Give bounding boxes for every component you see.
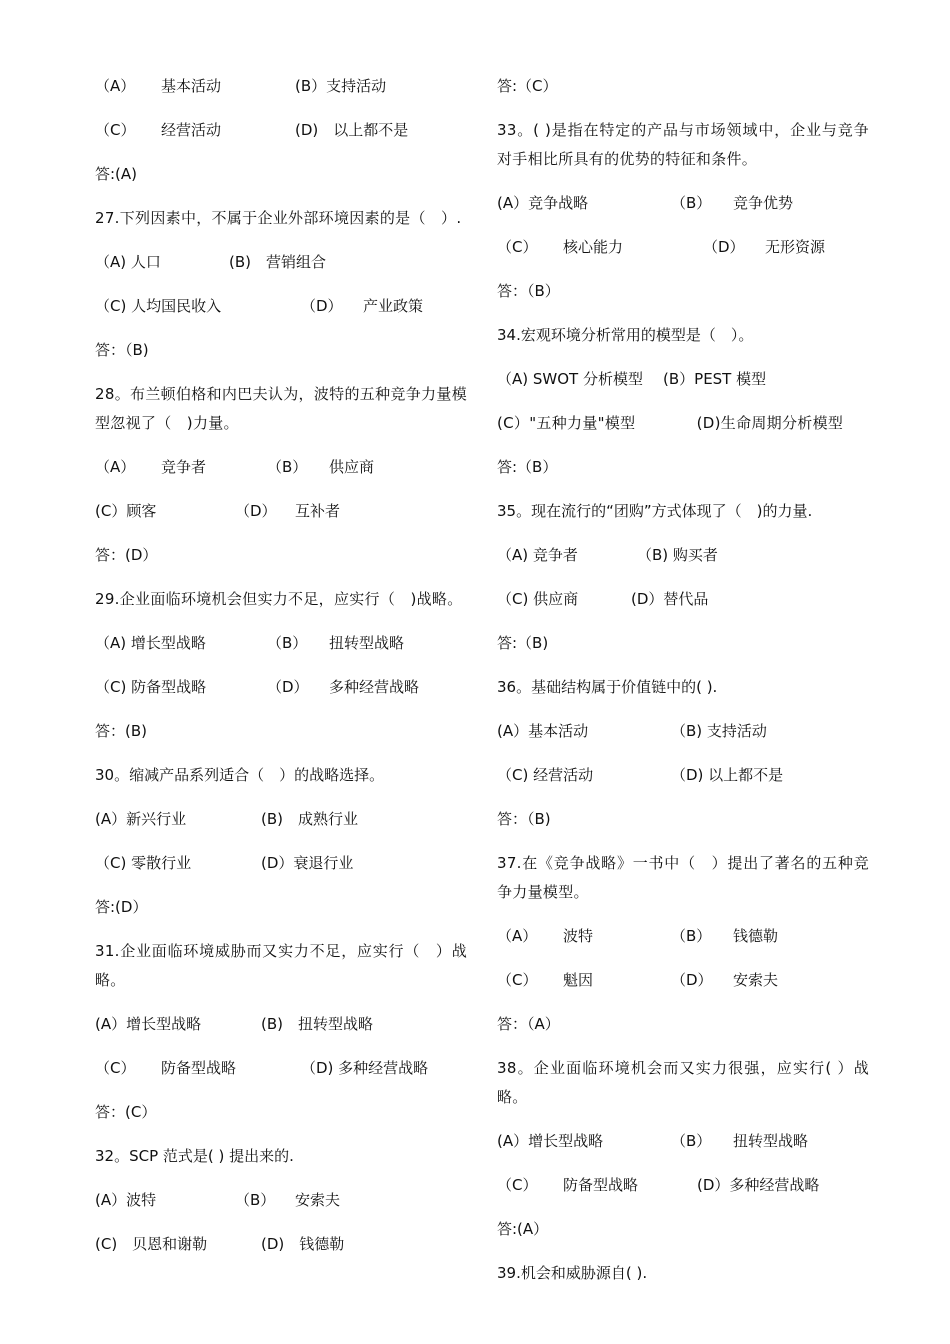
options-row (95, 1178, 467, 1222)
answer-line: 答：（A） (497, 1015, 560, 1033)
question-text: 28。布兰顿伯格和内巴夫认为，波特的五种竞争力量模型忽视了（ )力量。 (95, 385, 467, 432)
question-text: 33。( )是指在特定的产品与市场领域中，企业与竞争对手相比所具有的优势的特征和条件。 (497, 121, 869, 168)
question-text: 31.企业面临环境威胁而又实力不足，应实行（ ）战略。 (95, 942, 467, 989)
question-text: 38。企业面临环境机会而又实力很强，应实行( ）战略。 (497, 1059, 869, 1106)
question-text: 30。缩减产品系列适合（ ）的战略选择。 (95, 766, 385, 784)
option-text: 多种经营战略 (329, 678, 420, 696)
options-row (95, 665, 467, 709)
option-text: (A）基本活动 (497, 722, 589, 740)
option-text: （B） (671, 194, 712, 212)
options-row (497, 753, 869, 797)
question-text: 39.机会和威胁源自( ). (497, 1264, 648, 1282)
option-text: （B） (671, 927, 712, 945)
options-row (497, 577, 869, 621)
question-text: 29.企业面临环境机会但实力不足，应实行（ )战略。 (95, 590, 463, 608)
option-text: (A）波特 (95, 1191, 157, 1209)
option-text: （D） (671, 971, 713, 989)
answer-line: 答：（B） (497, 282, 560, 300)
question-text: 32。SCP 范式是( ) 提出来的. (95, 1147, 294, 1165)
option-text: (D) 钱德勒 (261, 1235, 345, 1253)
options-row (497, 1119, 869, 1163)
options-row (497, 958, 869, 1002)
options-row (95, 797, 467, 841)
option-text: （C) 供应商 (497, 590, 579, 608)
question-text: 34.宏观环境分析常用的模型是（ ）。 (497, 326, 754, 344)
option-text: （C） (497, 1176, 538, 1194)
option-text: 竞争者 (161, 458, 207, 476)
option-text: (B) 营销组合 (229, 253, 326, 271)
option-text: (A）增长型战略 (497, 1132, 604, 1150)
option-text: 防备型战略 (563, 1176, 639, 1194)
option-text: （B) 购买者 (637, 546, 718, 564)
option-text: 产业政策 (363, 297, 424, 315)
option-text: （A) 人口 (95, 253, 161, 271)
options-row (95, 445, 467, 489)
option-text: （A） (95, 77, 136, 95)
option-text: 扭转型战略 (329, 634, 405, 652)
answer-line: 答:（B） (497, 458, 558, 476)
option-text: 竞争优势 (733, 194, 794, 212)
option-text: （D) 以上都不是 (671, 766, 784, 784)
option-text: （C） (497, 238, 538, 256)
option-text: (C）顾客 (95, 502, 157, 520)
option-text: (A）增长型战略 (95, 1015, 202, 1033)
option-text: 基本活动 (161, 77, 222, 95)
option-text: 安索夫 (295, 1191, 341, 1209)
option-text: （B） (671, 1132, 712, 1150)
option-text: （D) 多种经营战略 (301, 1059, 429, 1077)
answer-line: 答:(A） (497, 1220, 549, 1238)
option-text: 防备型战略 (161, 1059, 237, 1077)
option-text: （D） (235, 502, 277, 520)
right-column (497, 64, 869, 1295)
option-text: (B）支持活动 (295, 77, 387, 95)
question-text: 36。基础结构属于价值链中的( ). (497, 678, 718, 696)
option-text: 供应商 (329, 458, 375, 476)
option-text: （C） (95, 121, 136, 139)
option-text: 波特 (563, 927, 594, 945)
options-row (497, 709, 869, 753)
option-text: 魁因 (563, 971, 594, 989)
answer-line: 答：(D） (95, 546, 158, 564)
option-text: （A） (497, 927, 538, 945)
options-row (95, 64, 467, 108)
options-row (95, 489, 467, 533)
option-text: 安索夫 (733, 971, 779, 989)
option-text: （B） (267, 458, 308, 476)
option-text: (D) 以上都不是 (295, 121, 409, 139)
question-text: (C）"五种力量"模型 (D)生命周期分析模型 (497, 414, 844, 432)
option-text: （A) 竞争者 (497, 546, 578, 564)
option-text: （C) 零散行业 (95, 854, 192, 872)
option-text: （B） (235, 1191, 276, 1209)
answer-line: 答：(B) (95, 722, 147, 740)
option-text: （C） (95, 1059, 136, 1077)
options-row (95, 284, 467, 328)
options-row (497, 1163, 869, 1207)
option-text: （D） (267, 678, 309, 696)
answer-line: 答：（B) (497, 810, 551, 828)
options-row (95, 240, 467, 284)
option-text: （B) 支持活动 (671, 722, 767, 740)
option-text: （C) 人均国民收入 (95, 297, 222, 315)
option-text: （C） (497, 971, 538, 989)
option-text: 经营活动 (161, 121, 222, 139)
option-text: (D）替代品 (631, 590, 709, 608)
answer-line: 答：（B) (95, 341, 149, 359)
question-text: 27.下列因素中，不属于企业外部环境因素的是（ ）. (95, 209, 462, 227)
options-row (95, 841, 467, 885)
option-text: (D）衰退行业 (261, 854, 354, 872)
left-column (95, 64, 467, 1266)
options-row (497, 181, 869, 225)
option-text: （A) SWOT 分析模型 (497, 370, 643, 388)
question-text: 35。现在流行的“团购”方式体现了（ )的力量. (497, 502, 813, 520)
answer-line: 答:（B) (497, 634, 549, 652)
option-text: （C) 经营活动 (497, 766, 594, 784)
option-text: (A）新兴行业 (95, 810, 187, 828)
option-text: (B) 成熟行业 (261, 810, 358, 828)
options-row (95, 1222, 467, 1266)
option-text: 互补者 (295, 502, 341, 520)
answer-line: 答:(D） (95, 898, 148, 916)
option-text: （A) 增长型战略 (95, 634, 206, 652)
option-text: （B） (267, 634, 308, 652)
option-text: 钱德勒 (733, 927, 779, 945)
option-text: (D）多种经营战略 (697, 1176, 820, 1194)
options-row (497, 225, 869, 269)
option-text: （D） (703, 238, 745, 256)
option-text: （C) 防备型战略 (95, 678, 207, 696)
options-row (95, 108, 467, 152)
option-text: 核心能力 (563, 238, 624, 256)
option-text: （A） (95, 458, 136, 476)
option-text: (A）竞争战略 (497, 194, 589, 212)
option-text: 扭转型战略 (733, 1132, 809, 1150)
option-text: 无形资源 (765, 238, 826, 256)
option-text: (B）PEST 模型 (663, 370, 767, 388)
answer-line: 答：(C） (95, 1103, 157, 1121)
options-row (497, 914, 869, 958)
option-text: （D） (301, 297, 343, 315)
option-text: (B) 扭转型战略 (261, 1015, 373, 1033)
option-text: (C) 贝恩和谢勒 (95, 1235, 208, 1253)
options-row (95, 1002, 467, 1046)
options-row (95, 1046, 467, 1090)
options-row (95, 621, 467, 665)
question-text: 37.在《竞争战略》一书中（ ）提出了著名的五种竞争力量模型。 (497, 854, 869, 901)
options-row (497, 357, 869, 401)
options-row (497, 533, 869, 577)
answer-line: 答:（C） (497, 77, 558, 95)
answer-line: 答:(A) (95, 165, 138, 183)
